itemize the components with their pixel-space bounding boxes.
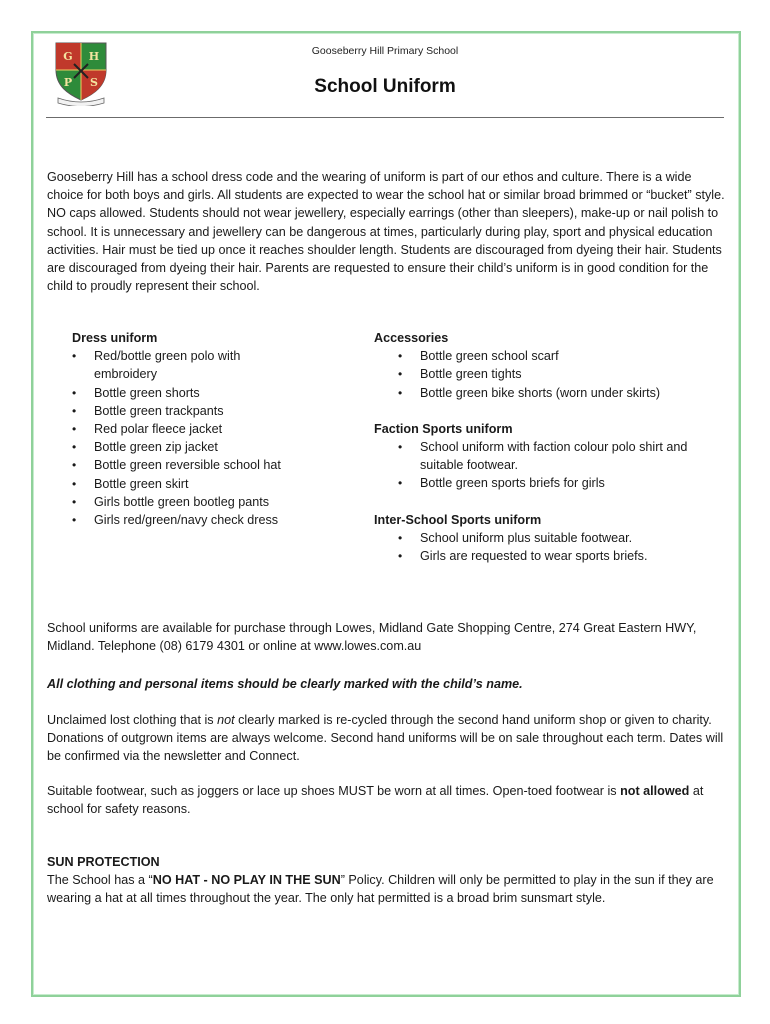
intro-paragraph: Gooseberry Hill has a school dress code and the wearing of uniform is part of our ethos and culture. There is a wide choice for both boys and girls. All students are expected to wear the school hat or similar broad brimmed or “bucket” style. NO caps allowed. Students should not wear jewellery, especially earrings (other than sleepers), make-up or nail polish to school. It is unnecessary and jewellery can be dangerous at times, particularly during play, sport and physical education activities. Hair must be tied up once it reaches shoulder length. Students are discouraged from dyeing their hair. Students are discouraged from dyeing their hair. Parents are requested to ensure their child’s uniform is in good condition for the child to proudly represent their school. — [47, 170, 725, 294]
list-item: • School uniform with faction colour polo shirt and suitable footwear. — [374, 438, 710, 474]
accessories-heading: Accessories — [374, 331, 449, 345]
lost-clothing-paragraph: Unclaimed lost clothing that is not clearly marked is re-cycled through the second hand uniform shop or given to charity. Donations of outgrown items are always welcome. Second hand uniforms will be on sale throughout each term. Dates will be confirmed via the newsletter and Connect. — [47, 713, 724, 764]
list-item: • School uniform plus suitable footwear. — [374, 529, 724, 547]
header-divider — [46, 117, 724, 118]
list-item: • Girls bottle green bootleg pants — [48, 493, 348, 511]
svg-text:H: H — [88, 50, 100, 63]
dress-uniform-list — [48, 347, 348, 529]
faction-sports-heading: Faction Sports uniform — [374, 421, 513, 436]
list-item: • Bottle green school scarf — [374, 347, 724, 365]
svg-text:S: S — [90, 76, 98, 89]
sun-protection-heading: SUN PROTECTION — [47, 855, 160, 869]
list-item: • Bottle green zip jacket — [48, 438, 348, 456]
accessories-list — [374, 347, 724, 402]
list-item: • Girls red/green/navy check dress — [48, 511, 348, 529]
purchase-paragraph: School uniforms are available for purchase through Lowes, Midland Gate Shopping Centre, 274 Great Eastern HWY, Midland. Telephone (08) 6179 4301 or online at www.lowes.com.au — [47, 621, 697, 654]
list-item: • Bottle green bike shorts (worn under skirts) — [374, 384, 724, 402]
sun-protection-paragraph: The School has a “NO HAT - NO PLAY IN THE SUN” Policy. Children will only be permitted to play in the sun if they are wearing a hat at all times throughout the year. The only hat permitted is a broad brim sunsmart style. — [47, 873, 714, 906]
list-item: • Red polar fleece jacket — [48, 420, 348, 438]
right-column — [374, 329, 724, 565]
marked-notice: All clothing and personal items should be clearly marked with the child’s name. — [47, 677, 523, 691]
svg-text:P: P — [63, 76, 73, 89]
list-item: • Bottle green trackpants — [48, 402, 348, 420]
list-item: • Bottle green tights — [374, 365, 724, 383]
list-item: • Bottle green sports briefs for girls — [374, 474, 724, 492]
list-item: • Girls are requested to wear sports briefs. — [374, 547, 724, 565]
faction-sports-list — [374, 438, 724, 493]
list-item: • Bottle green reversible school hat — [48, 456, 348, 474]
inter-school-sports-list — [374, 529, 724, 565]
list-item: • Red/bottle green polo with embroidery — [48, 347, 284, 383]
page-title: School Uniform — [314, 76, 456, 97]
svg-text:G: G — [63, 50, 73, 63]
list-item: • Bottle green skirt — [48, 475, 348, 493]
footwear-paragraph: Suitable footwear, such as joggers or lace up shoes MUST be worn at all times. Open-toed footwear is not allowed at school for safety reasons. — [47, 784, 704, 817]
inter-school-sports-heading: Inter-School Sports uniform — [374, 512, 542, 527]
school-name: Gooseberry Hill Primary School — [311, 45, 459, 57]
list-item: • Bottle green shorts — [48, 384, 348, 402]
dress-uniform-section — [48, 329, 348, 529]
dress-uniform-heading: Dress uniform — [72, 331, 158, 345]
